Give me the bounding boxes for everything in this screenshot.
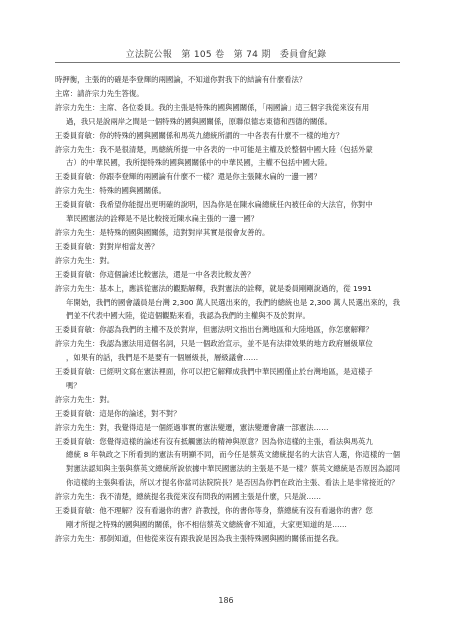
paragraph-first-line: 許宗力先生：對。 xyxy=(55,255,115,265)
transcript-paragraph xyxy=(55,365,400,393)
paragraph-first-line: 王委員育敏：已經明文寫在憲法裡面，你可以把它解釋成我們中華民國僅止於台灣地區，是這樣子 xyxy=(55,367,373,377)
paragraph-first-line: 許宗力先生：主席、各位委員。我的主張是特殊的國與國關係，「兩國論」這三個字我從來沒有用 xyxy=(55,102,370,112)
paragraph-first-line: 王委員育敏：我希望你能提出更明確的說明，因為你是在陳水扁總統任內被任命的大法官，你對中 xyxy=(55,200,373,210)
paragraph-first-line: 許宗力先生：我不清楚，總統提名我從來沒有問我的兩國主張是什麼，只是說…… xyxy=(55,492,322,502)
transcript-paragraph xyxy=(55,226,400,240)
paragraph-first-line: 主席：請許宗力先生答復。 xyxy=(55,88,144,98)
paragraph-first-line: 王委員育敏：你認為我們的主權不及於對岸，但憲法明文指出台灣地區和大陸地區，你怎麼解釋？ xyxy=(55,325,373,335)
transcript-paragraph xyxy=(55,421,400,435)
transcript-paragraph xyxy=(55,129,400,143)
paragraph-first-line: 王委員育敏：對對岸相當友善？ xyxy=(55,241,159,251)
paragraph-continuation: ，如果有的話，我們是不是要有一個層級長，層級議會…… xyxy=(66,353,259,363)
transcript-paragraph xyxy=(55,101,400,129)
header-divider xyxy=(55,62,400,63)
transcript-paragraph xyxy=(55,73,400,87)
page-header: 立法院公報 第 105 卷 第 74 期 委員會紀錄 xyxy=(125,50,327,60)
transcript-paragraph xyxy=(55,268,400,282)
paragraph-continuation: 華民國憲法的詮釋是不是比較接近陳水扁主張的一邊一國？ xyxy=(66,214,259,224)
paragraph-first-line: 王委員育敏：這是你的論述，對不對？ xyxy=(55,408,181,418)
transcript-paragraph xyxy=(55,87,400,101)
transcript-paragraph xyxy=(55,254,400,268)
paragraph-first-line: 許宗力先生：特殊的國與國關係。 xyxy=(55,186,166,196)
paragraph-first-line: 王委員育敏：你的特殊的國與國關係和馬英九總統所謂的一中各表有什麼不一樣的地方？ xyxy=(55,130,344,140)
paragraph-first-line: 許宗力先生：對，我覺得這是一個經過事實的憲法變遷，憲法變遷會讓一部憲法…… xyxy=(55,422,329,432)
paragraph-first-line: 許宗力先生：我不是很清楚，馬總統所提一中各表的一中可能是主權及於整個中國大陸（包括外蒙 xyxy=(55,144,373,154)
paragraph-first-line: 時押衡，主張的的確是李登輝的兩國論，不知道你對我下的結論有什麼看法？ xyxy=(55,75,307,84)
transcript-paragraph xyxy=(55,143,400,171)
transcript-paragraph xyxy=(55,504,400,532)
paragraph-first-line: 王委員育敏：他不理解？沒有看過你的書？許教授，你的書你等身，蔡總統有沒有看過你的書？您 xyxy=(55,506,373,516)
paragraph-continuation: 年開始，我們的國會議員是台灣 2,300 萬人民選出來的，我們的總統也是 2,300 萬人民選出來的，我們並不代表中國大陸，從這個觀點來看，我認為我們的主權與不及於對岸。 xyxy=(66,297,400,321)
paragraph-continuation: 古）的中華民國，我所提特殊的國與國關係中的中華民國，主權不包括中國大陸。 xyxy=(66,158,333,168)
transcript-paragraph xyxy=(55,532,400,546)
paragraph-first-line: 許宗力先生：是特殊的國與國關係，這對對岸其實是很會友善的。 xyxy=(55,227,270,237)
paragraph-continuation: 剛才所提之特殊的國與國的關係，你不相信蔡英文總統會不知道，大家更知道的是…… xyxy=(66,520,347,529)
transcript-paragraph xyxy=(55,323,400,337)
paragraph-first-line: 許宗力先生：對。 xyxy=(55,394,115,404)
transcript-body xyxy=(55,73,400,546)
transcript-paragraph xyxy=(55,170,400,184)
transcript-paragraph xyxy=(55,435,400,491)
transcript-paragraph xyxy=(55,184,400,198)
transcript-paragraph xyxy=(55,393,400,407)
transcript-paragraph xyxy=(55,407,400,421)
paragraph-first-line: 許宗力先生：基本上，應該從憲法的觀點解釋，我對憲法的詮釋，就是委員剛剛說過的，從 1991 xyxy=(55,283,372,293)
transcript-paragraph xyxy=(55,198,400,226)
transcript-paragraph xyxy=(55,240,400,254)
paragraph-first-line: 王委員育敏：你跟李登輝的兩國論有什麼不一樣？還是你主張陳水扁的一邊一國？ xyxy=(55,172,322,182)
page-number: 186 xyxy=(218,596,234,605)
transcript-paragraph xyxy=(55,282,400,324)
paragraph-continuation: 總統 8 年執政之下所看到的憲法有明顯不同，而今任是蔡英文總統提名的大法官人選，你這樣的一個對憲法認知與主張與蔡英文總統所說依據中華民國憲法的主張是不是一樣？蔡英文總統是否原因為認同你這樣的主張與看法，所以才提名你當司法院院長？是否因為你們在政治主張、看法上是非常接近的？ xyxy=(66,450,400,488)
paragraph-continuation: 過，我只是說兩岸之間是一個特殊的國與國關係，原聯似德志東德和西德的關係。 xyxy=(66,116,333,126)
transcript-paragraph xyxy=(55,337,400,365)
paragraph-first-line: 王委員育敏：你這個論述比較憲法，還是一中各表比較友善？ xyxy=(55,269,255,279)
transcript-paragraph xyxy=(55,490,400,504)
paragraph-continuation: 嗎？ xyxy=(66,380,81,390)
paragraph-first-line: 許宗力先生：那倒知道，但他從來沒有跟我說是因為我主張特殊國與國的關係而提名我。 xyxy=(55,533,344,543)
paragraph-first-line: 許宗力先生：我認為憲法用這個名詞，只是一個政治宣示，並不是有法律效果的地方政府層級單位 xyxy=(55,339,373,349)
paragraph-first-line: 王委員育敏：您覺得這樣的論述有沒有抵觸憲法的精神與原意？因為你這樣的主張，看法與馬英九 xyxy=(55,436,373,446)
